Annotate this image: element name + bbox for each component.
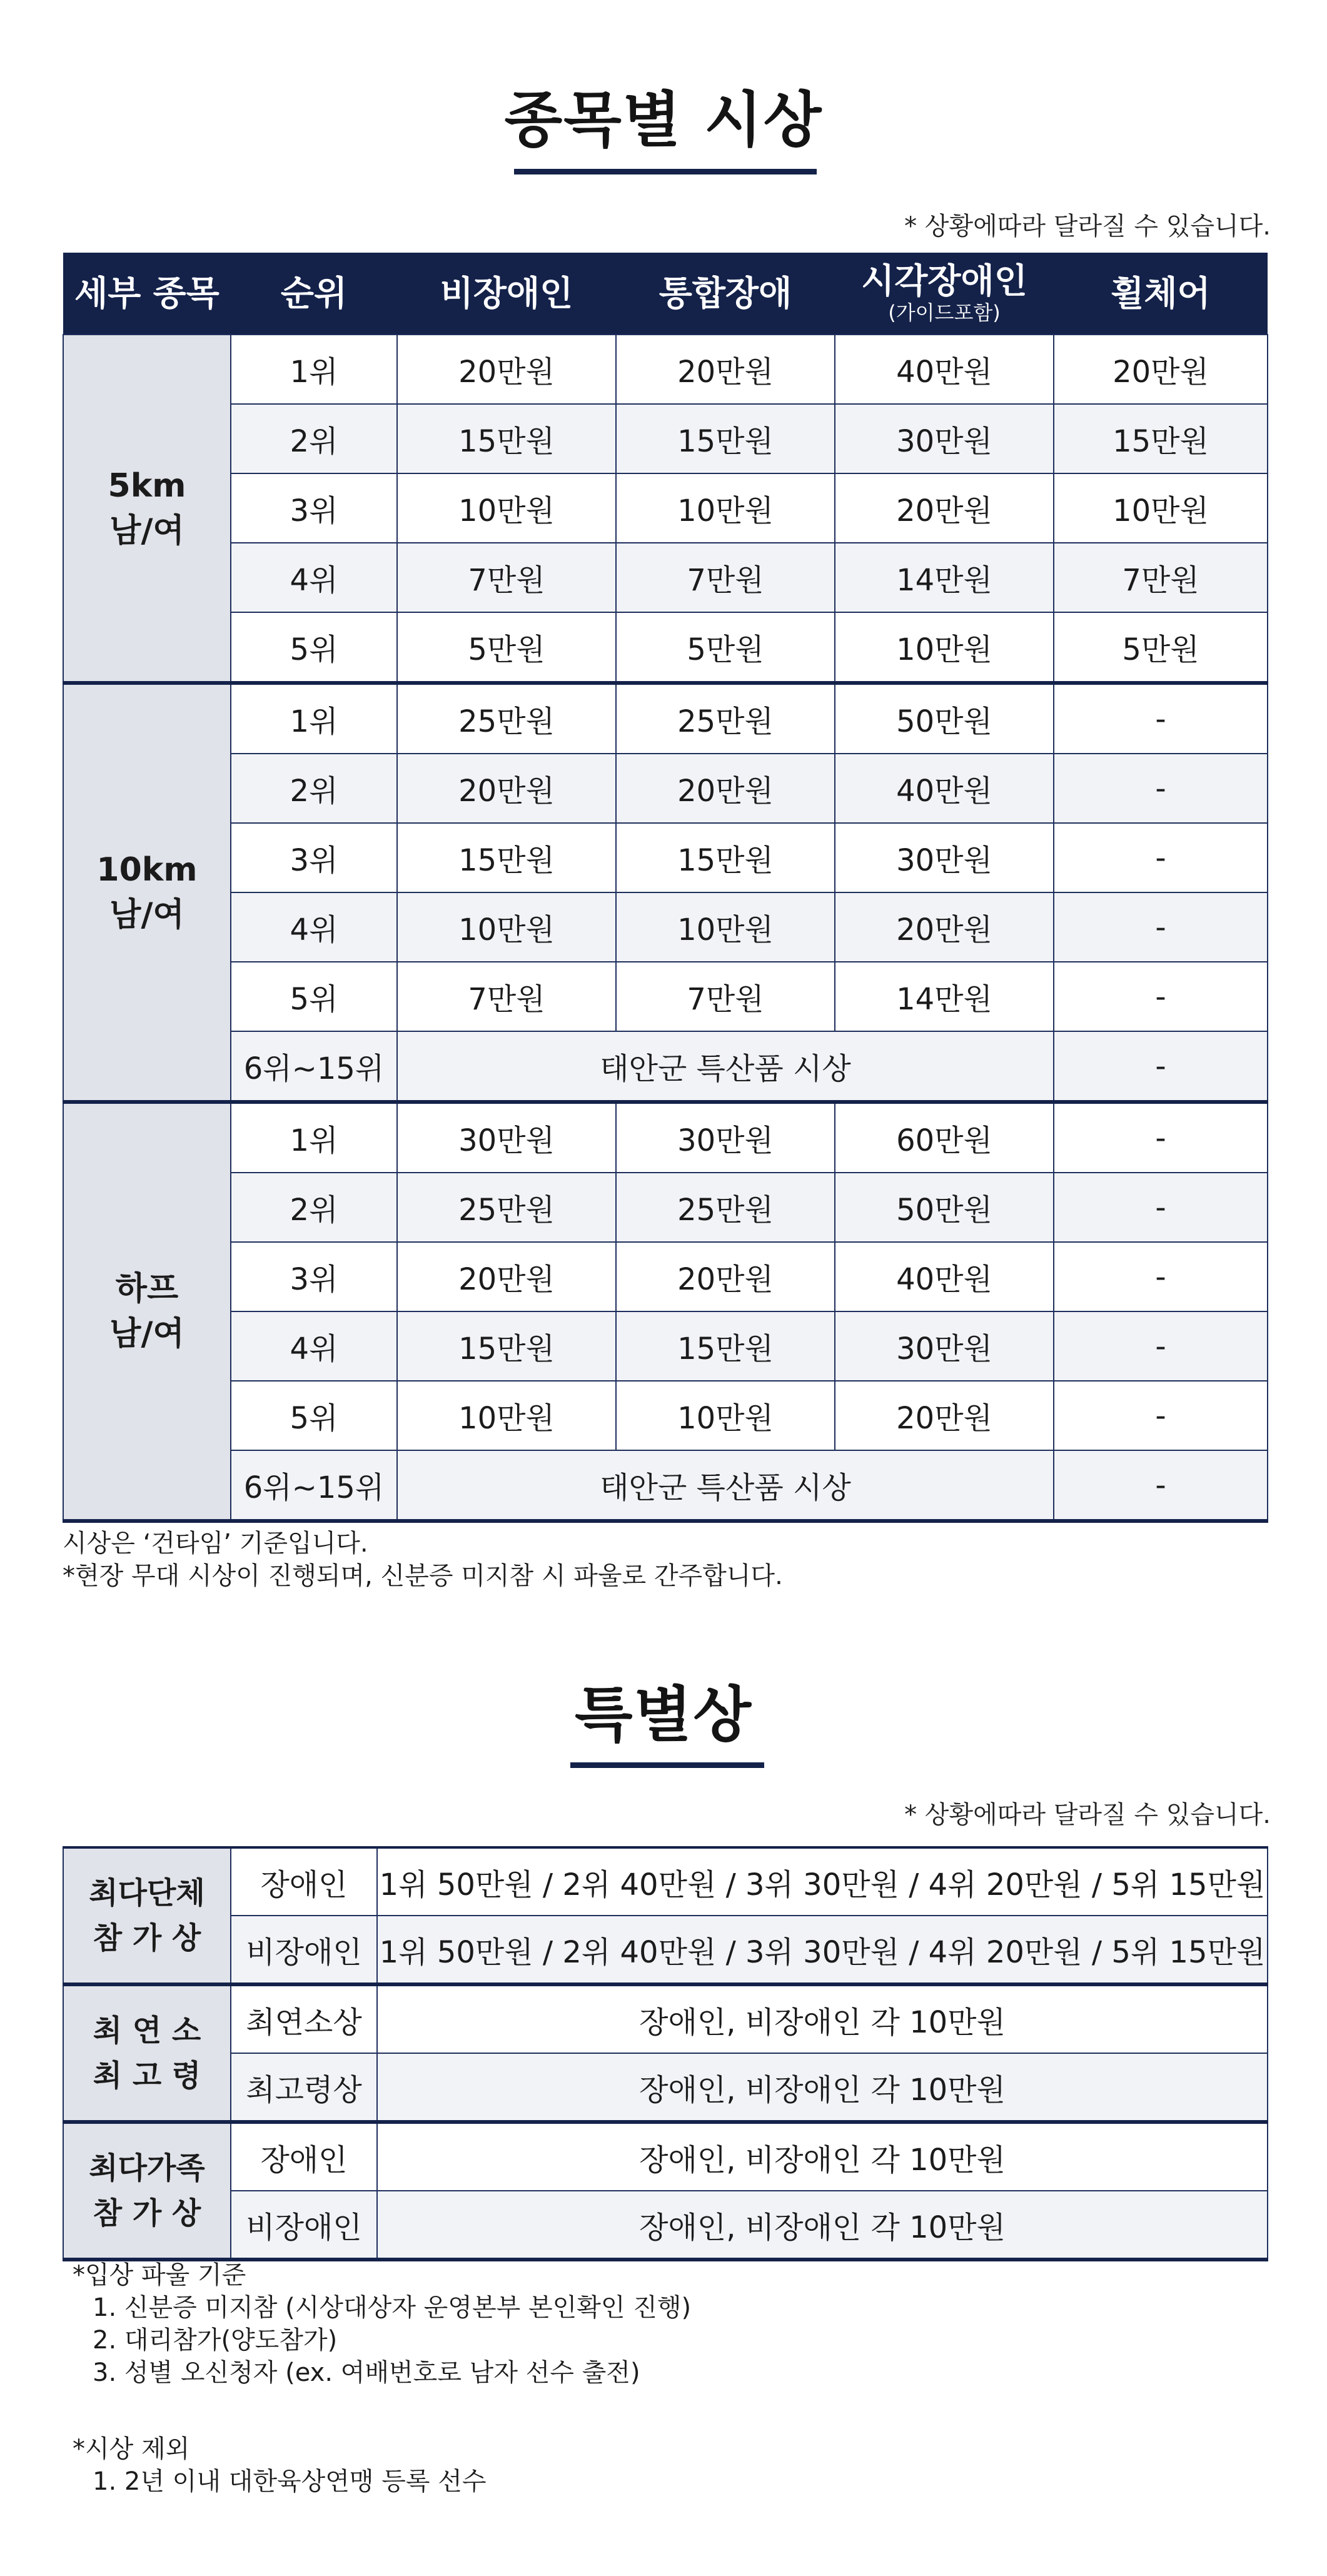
- prize-cell: -: [1054, 823, 1268, 892]
- prize-cell: 20만원: [616, 1242, 835, 1311]
- prize-cell: 20만원: [616, 335, 835, 404]
- prize-cell: 7만원: [1054, 543, 1268, 612]
- prize-cell: 15만원: [616, 404, 835, 473]
- prize-cell: -: [1054, 1242, 1268, 1311]
- prize-cell: 10만원: [397, 1381, 616, 1450]
- prize-cell: -: [1054, 1450, 1268, 1521]
- special-title-underline: [570, 1762, 764, 1768]
- rank-cell: 2위: [231, 404, 397, 473]
- special-prize-cell: 장애인, 비장애인 각 10만원: [377, 2122, 1268, 2191]
- prize-cell: 50만원: [835, 683, 1054, 754]
- rank-cell: 4위: [231, 892, 397, 962]
- special-type-cell: 장애인: [231, 2122, 377, 2191]
- prize-cell: 20만원: [616, 754, 835, 823]
- prize-cell: 10만원: [1054, 473, 1268, 543]
- special-prize-cell: 1위 50만원 / 2위 40만원 / 3위 30만원 / 4위 20만원 / 5위 15만원: [377, 1847, 1268, 1916]
- special-title: 특별상: [574, 1680, 753, 1750]
- prize-cell: 20만원: [397, 335, 616, 404]
- prize-cell: 10만원: [616, 892, 835, 962]
- prize-cell: 10만원: [616, 473, 835, 543]
- rank-cell: 1위: [231, 683, 397, 754]
- prize-cell: 30만원: [616, 1102, 835, 1173]
- prize-cell: 7만원: [397, 543, 616, 612]
- foul-item: 1. 신분증 미지참 (시상대상자 운영본부 본인확인 진행): [93, 2293, 692, 2322]
- prize-cell: 15만원: [616, 1311, 835, 1381]
- foul-item: 3. 성별 오신청자 (ex. 여배번호로 남자 선수 출전): [93, 2358, 640, 2387]
- rank-cell: 5위: [231, 1381, 397, 1450]
- prize-cell: 10만원: [397, 473, 616, 543]
- special-group-label: 최다가족 참 가 상: [63, 2122, 231, 2260]
- rank-cell: 1위: [231, 335, 397, 404]
- rank-cell: 6위~15위: [231, 1031, 397, 1102]
- special-type-cell: 비장애인: [231, 1916, 377, 1984]
- header-rank: 순위: [231, 253, 397, 335]
- local-product-prize: 태안군 특산품 시상: [397, 1031, 1054, 1102]
- footnote-stage: *현장 무대 시상이 진행되며, 신분증 미지참 시 파울로 간주합니다.: [63, 1562, 783, 1590]
- header-non-disabled: 비장애인: [397, 253, 616, 335]
- prize-cell: 20만원: [397, 1242, 616, 1311]
- prize-cell: 15만원: [397, 823, 616, 892]
- special-prize-cell: 장애인, 비장애인 각 10만원: [377, 2053, 1268, 2122]
- special-type-cell: 최고령상: [231, 2053, 377, 2122]
- special-type-cell: 최연소상: [231, 1984, 377, 2053]
- prize-cell: 20만원: [1054, 335, 1268, 404]
- prize-cell: 25만원: [616, 1173, 835, 1242]
- page-title: 종목별 시상: [504, 85, 823, 155]
- foul-item: 2. 대리참가(양도참가): [93, 2326, 338, 2355]
- prize-table: [63, 253, 1268, 1523]
- rank-cell: 5위: [231, 612, 397, 683]
- prize-cell: -: [1054, 1102, 1268, 1173]
- disclaimer-note: * 상황에따라 달라질 수 있습니다.: [904, 212, 1271, 241]
- special-prize-cell: 장애인, 비장애인 각 10만원: [377, 2191, 1268, 2260]
- prize-cell: 30만원: [397, 1102, 616, 1173]
- rank-cell: 3위: [231, 1242, 397, 1311]
- special-group-label: 최다단체 참 가 상: [63, 1847, 231, 1984]
- rank-cell: 3위: [231, 473, 397, 543]
- prize-cell: -: [1054, 683, 1268, 754]
- exclusion-title: *시상 제외: [73, 2435, 190, 2463]
- exclusion-item: 1. 2년 이내 대한육상연맹 등록 선수: [93, 2467, 487, 2496]
- prize-cell: 50만원: [835, 1173, 1054, 1242]
- special-group-label: 최 연 소 최 고 령: [63, 1984, 231, 2122]
- prize-cell: -: [1054, 1381, 1268, 1450]
- rank-cell: 4위: [231, 543, 397, 612]
- prize-cell: 7만원: [616, 543, 835, 612]
- special-type-cell: 장애인: [231, 1847, 377, 1916]
- prize-cell: 20만원: [835, 473, 1054, 543]
- prize-cell: 40만원: [835, 754, 1054, 823]
- prize-cell: 10만원: [616, 1381, 835, 1450]
- prize-cell: -: [1054, 754, 1268, 823]
- prize-cell: 30만원: [835, 823, 1054, 892]
- rank-cell: 4위: [231, 1311, 397, 1381]
- prize-cell: -: [1054, 892, 1268, 962]
- foul-criteria-title: *입상 파울 기준: [73, 2261, 246, 2290]
- special-prize-table: [63, 1846, 1268, 2261]
- prize-cell: 25만원: [397, 1173, 616, 1242]
- prize-cell: 15만원: [397, 1311, 616, 1381]
- rank-cell: 6위~15위: [231, 1450, 397, 1521]
- prize-cell: 7만원: [616, 962, 835, 1031]
- prize-cell: 5만원: [616, 612, 835, 683]
- prize-cell: -: [1054, 962, 1268, 1031]
- rank-cell: 2위: [231, 1173, 397, 1242]
- rank-cell: 3위: [231, 823, 397, 892]
- special-prize-cell: 장애인, 비장애인 각 10만원: [377, 1984, 1268, 2053]
- local-product-prize: 태안군 특산품 시상: [397, 1450, 1054, 1521]
- group-label-half: 하프 남/여: [63, 1102, 231, 1521]
- footnote-gun-time: 시상은 ‘건타임’ 기준입니다.: [63, 1529, 368, 1558]
- rank-cell: 1위: [231, 1102, 397, 1173]
- prize-cell: -: [1054, 1311, 1268, 1381]
- prize-cell: 5만원: [1054, 612, 1268, 683]
- prize-cell: 40만원: [835, 335, 1054, 404]
- prize-cell: 7만원: [397, 962, 616, 1031]
- prize-cell: 25만원: [616, 683, 835, 754]
- prize-cell: 15만원: [397, 404, 616, 473]
- title-underline: [514, 169, 817, 174]
- prize-cell: 20만원: [835, 1381, 1054, 1450]
- special-disclaimer-note: * 상황에따라 달라질 수 있습니다.: [904, 1801, 1271, 1829]
- group-label-10km: 10km 남/여: [63, 683, 231, 1102]
- prize-cell: 15만원: [616, 823, 835, 892]
- header-integrated: 통합장애: [616, 253, 835, 335]
- prize-cell: 40만원: [835, 1242, 1054, 1311]
- prize-cell: -: [1054, 1173, 1268, 1242]
- header-visual: 시각장애인 (가이드포함): [835, 253, 1054, 335]
- prize-cell: 20만원: [835, 892, 1054, 962]
- rank-cell: 2위: [231, 754, 397, 823]
- header-wheelchair: 휠체어: [1054, 253, 1268, 335]
- prize-cell: 25만원: [397, 683, 616, 754]
- prize-cell: -: [1054, 1031, 1268, 1102]
- special-prize-cell: 1위 50만원 / 2위 40만원 / 3위 30만원 / 4위 20만원 / 5위 15만원: [377, 1916, 1268, 1984]
- prize-cell: 10만원: [835, 612, 1054, 683]
- special-type-cell: 비장애인: [231, 2191, 377, 2260]
- prize-cell: 5만원: [397, 612, 616, 683]
- group-label-5km: 5km 남/여: [63, 335, 231, 683]
- prize-cell: 60만원: [835, 1102, 1054, 1173]
- prize-cell: 30만원: [835, 1311, 1054, 1381]
- rank-cell: 5위: [231, 962, 397, 1031]
- prize-cell: 20만원: [397, 754, 616, 823]
- prize-cell: 30만원: [835, 404, 1054, 473]
- header-category: 세부 종목: [63, 253, 231, 335]
- prize-cell: 14만원: [835, 543, 1054, 612]
- prize-cell: 15만원: [1054, 404, 1268, 473]
- prize-cell: 10만원: [397, 892, 616, 962]
- prize-cell: 14만원: [835, 962, 1054, 1031]
